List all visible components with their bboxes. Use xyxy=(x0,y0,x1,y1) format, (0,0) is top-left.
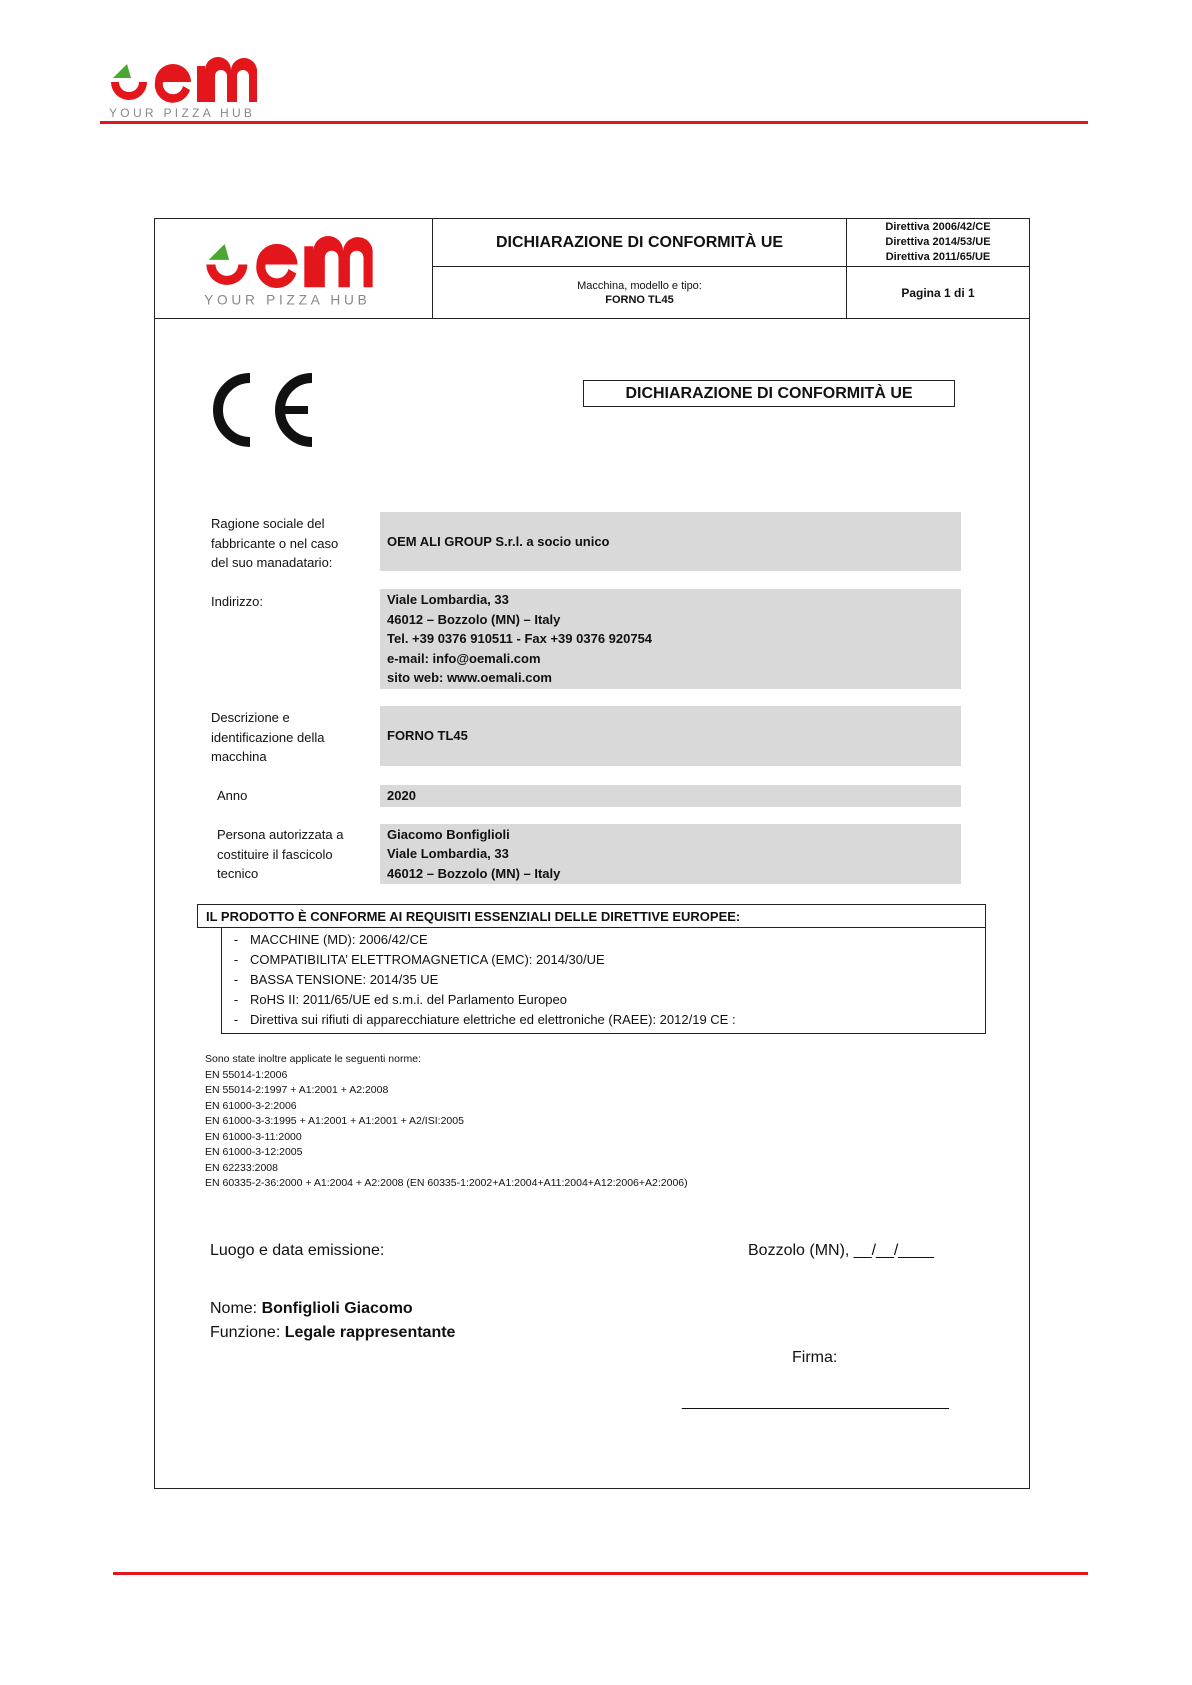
technical-person-value xyxy=(380,824,961,884)
label-line: costituire il fascicolo xyxy=(217,846,333,862)
name-label: Nome: xyxy=(210,1300,258,1317)
header-model-value: FORNO TL45 xyxy=(605,293,674,306)
list-item xyxy=(222,1010,736,1030)
header-logo-tagline: YOUR PIZZA HUB xyxy=(204,291,371,307)
list-item-text: MACCHINE (MD): 2006/42/CE xyxy=(250,932,428,947)
norm-item: EN 61000-3-12:2005 xyxy=(205,1146,303,1158)
page-logo-tagline: YOUR PIZZA HUB xyxy=(109,106,256,120)
norm-item: EN 55014-1:2006 xyxy=(205,1068,288,1081)
place-label: Luogo e data emissione: xyxy=(210,1242,385,1259)
role-line xyxy=(210,1324,455,1342)
label-line: Anno xyxy=(217,788,248,803)
place-value: Bozzolo (MN), __/__/____ xyxy=(748,1242,934,1259)
norms-intro: Sono state inoltre applicate le seguenti norme: xyxy=(205,1053,421,1065)
list-item xyxy=(222,950,605,970)
list-dash: - xyxy=(233,952,239,967)
header-model-label: Macchina, modello e tipo: xyxy=(577,279,702,292)
label-line: tecnico xyxy=(217,866,259,881)
label-line: del suo manadatario: xyxy=(211,555,333,570)
technical-person-label xyxy=(217,825,343,884)
conformity-list xyxy=(221,927,986,1034)
label-line: macchina xyxy=(211,749,267,764)
value-line: Tel. +39 0376 910511 - Fax +39 0376 920754 xyxy=(387,631,653,647)
list-item-text: RoHS II: 2011/65/UE ed s.m.i. del Parlamento Europeo xyxy=(250,992,567,1007)
oem-logo-icon xyxy=(105,50,270,122)
label-line: fabbricante o nel caso xyxy=(211,535,339,551)
value-line: sito web: www.oemali.com xyxy=(387,670,552,686)
oem-logo-icon xyxy=(191,228,396,310)
header-directive: Direttiva 2011/65/UE xyxy=(885,251,991,263)
value-line: e-mail: info@oemali.com xyxy=(387,650,541,666)
norms-section xyxy=(205,1052,688,1192)
label-line: identificazione della xyxy=(211,729,325,745)
header-page-number: Pagina 1 di 1 xyxy=(846,266,1030,319)
value-line: FORNO TL45 xyxy=(387,728,468,744)
label-line: Descrizione e xyxy=(211,710,290,725)
header-directives xyxy=(846,218,1030,267)
signature-line: ______________________________ xyxy=(682,1393,949,1410)
header-directive: Direttiva 2006/42/CE xyxy=(885,221,991,233)
value-line: 46012 – Bozzolo (MN) – Italy xyxy=(387,865,561,881)
signature-label: Firma: xyxy=(792,1349,838,1366)
label-line: Persona autorizzata a xyxy=(217,827,344,842)
ce-mark-icon xyxy=(212,372,317,448)
norm-item: EN 55014-2:1997 + A1:2001 + A2:2008 xyxy=(205,1084,389,1096)
value-line: Viale Lombardia, 33 xyxy=(387,846,509,862)
norm-item: EN 61000-3-3:1995 + A1:2001 + A1:2001 + A2/ISI:2005 xyxy=(205,1115,464,1127)
value-line: Viale Lombardia, 33 xyxy=(387,592,509,608)
label-line: Ragione sociale del xyxy=(211,516,325,531)
top-red-line xyxy=(100,121,1088,124)
role-label: Funzione: xyxy=(210,1324,281,1341)
value-line: OEM ALI GROUP S.r.l. a socio unico xyxy=(387,533,610,549)
header-model-cell xyxy=(432,266,847,319)
header-logo-cell xyxy=(154,218,433,319)
address-label xyxy=(211,592,263,612)
manufacturer-label xyxy=(211,514,338,573)
list-item xyxy=(222,990,567,1010)
name-line xyxy=(210,1300,413,1318)
machine-value xyxy=(380,706,961,766)
page-logo xyxy=(105,50,270,122)
ce-mark xyxy=(212,372,317,448)
bottom-red-line xyxy=(113,1572,1088,1575)
value-line: 2020 xyxy=(387,788,416,804)
list-dash: - xyxy=(233,1012,239,1027)
label-line: Indirizzo: xyxy=(211,594,264,609)
conformity-title: IL PRODOTTO È CONFORME AI REQUISITI ESSENZIALI DELLE DIRETTIVE EUROPEE: xyxy=(197,904,986,928)
norm-item: EN 62233:2008 xyxy=(205,1161,278,1174)
year-label xyxy=(217,786,247,806)
list-item xyxy=(222,930,428,950)
list-item-text: COMPATIBILITA’ ELETTROMAGNETICA (EMC): 2014/30/UE xyxy=(250,952,605,967)
list-item-text: BASSA TENSIONE: 2014/35 UE xyxy=(250,972,439,987)
name-value: Bonfiglioli Giacomo xyxy=(261,1300,413,1317)
address-value xyxy=(380,589,961,689)
header-directive: Direttiva 2014/53/UE xyxy=(885,236,991,248)
norm-item: EN 61000-3-2:2006 xyxy=(205,1099,297,1112)
list-item-text: Direttiva sui rifiuti di apparecchiature elettriche ed elettroniche (RAEE): 2012/19 CE : xyxy=(250,1012,736,1027)
value-line: 46012 – Bozzolo (MN) – Italy xyxy=(387,611,561,627)
declaration-title-box: DICHIARAZIONE DI CONFORMITÀ UE xyxy=(583,380,955,407)
norm-item: EN 61000-3-11:2000 xyxy=(205,1130,302,1143)
machine-label xyxy=(211,708,324,767)
year-value xyxy=(380,785,961,807)
header-title: DICHIARAZIONE DI CONFORMITÀ UE xyxy=(432,218,847,267)
list-dash: - xyxy=(233,932,239,947)
manufacturer-value xyxy=(380,512,961,571)
role-value: Legale rappresentante xyxy=(284,1324,456,1341)
list-dash: - xyxy=(233,972,239,987)
value-line: Giacomo Bonfiglioli xyxy=(387,826,510,842)
list-dash: - xyxy=(233,992,239,1007)
list-item xyxy=(222,970,438,990)
norm-item: EN 60335-2-36:2000 + A1:2004 + A2:2008 (EN 60335-1:2002+A1:2004+A11:2004+A12:2006+A2:2006) xyxy=(205,1177,688,1189)
